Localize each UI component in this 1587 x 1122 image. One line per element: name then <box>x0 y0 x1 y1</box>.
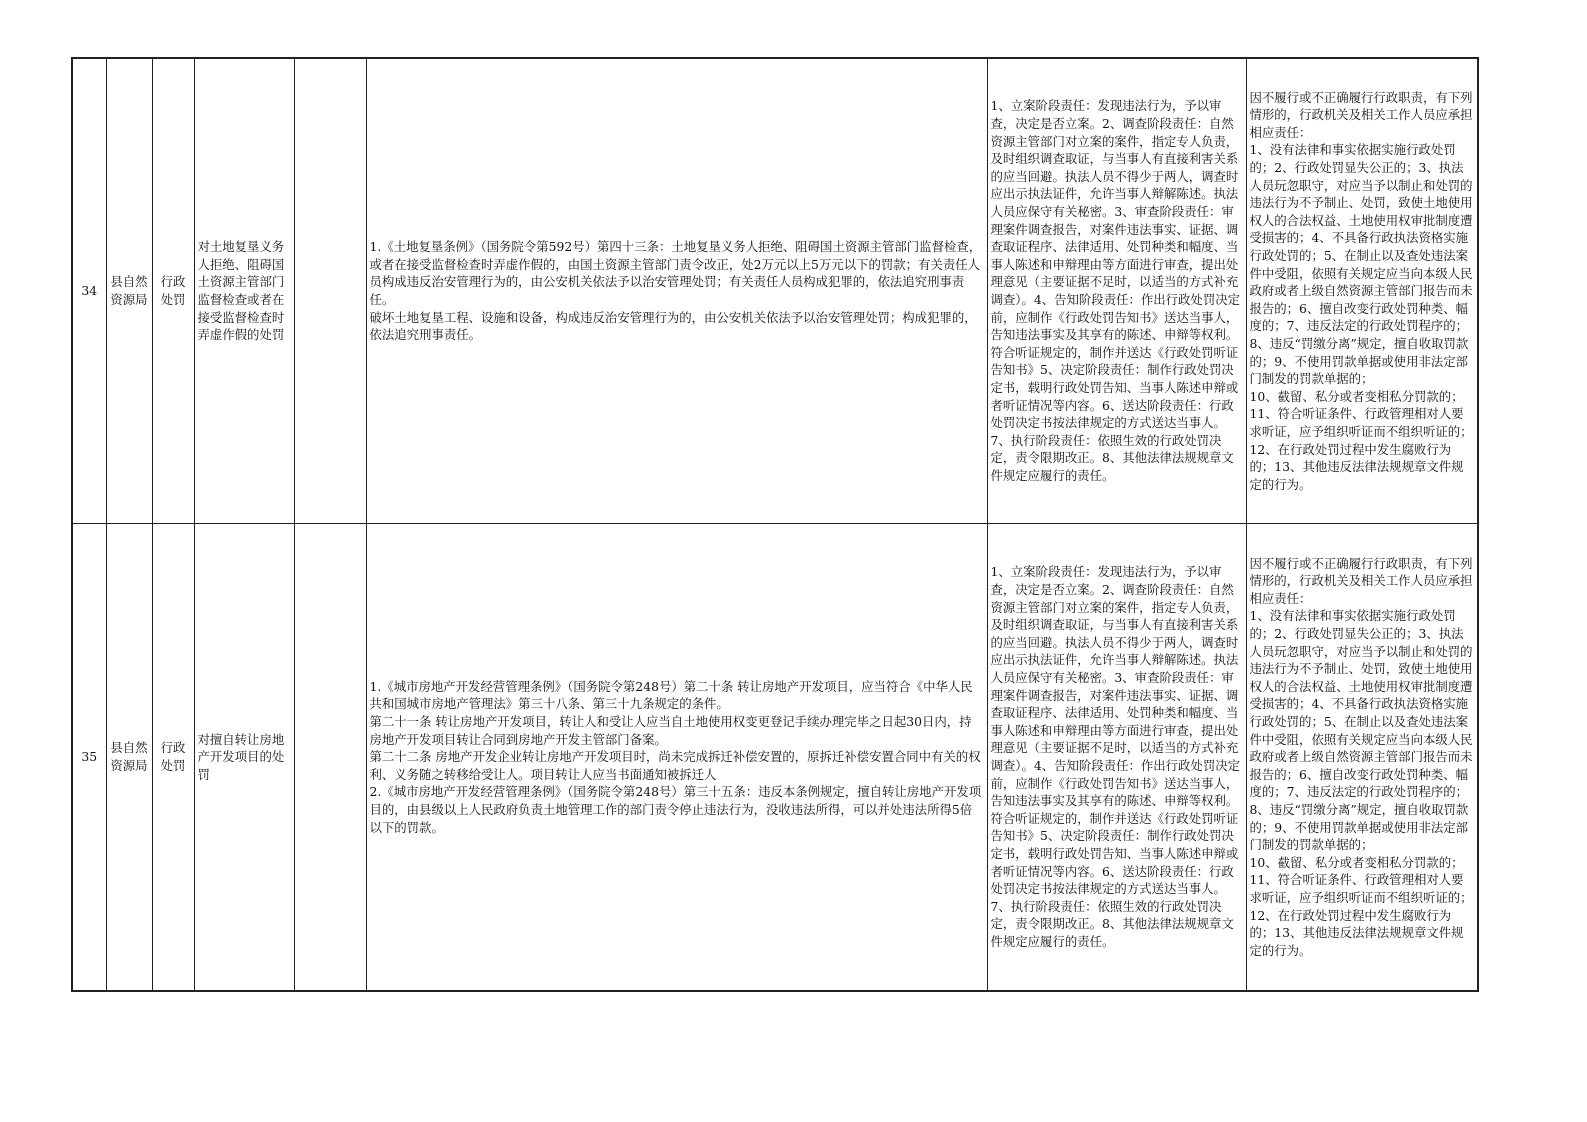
row-number: 35 <box>72 524 106 992</box>
sub-item-cell <box>294 524 366 992</box>
table-row <box>72 58 1478 524</box>
department-cell: 县自然资源局 <box>106 524 152 992</box>
responsibility-cell: 1、立案阶段责任：发现违法行为，予以审查，决定是否立案。2、调查阶段责任：自然资源主管部门对立案的案件，指定专人负责，及时组织调查取证，与当事人有直接利害关系的应当回避。执法人员不得少于两人，调查时应出示执法证件，允许当事人辩解陈述。执法人员应保守有关秘密。3、审查阶段责任：审理案件调查报告，对案件违法事实、证据、调查取证程序、法律适用、处罚种类和幅度、当事人陈述和申辩理由等方面进行审查，提出处理意见（主要证据不足时，以适当的方式补充调查）。4、告知阶段责任：作出行政处罚决定前，应制作《行政处罚告知书》送达当事人，告知违法事实及其享有的陈述、申辩等权利。符合听证规定的，制作并送达《行政处罚听证告知书》5、决定阶段责任：制作行政处罚决定书，载明行政处罚告知、当事人陈述申辩或者听证情况等内容。6、送达阶段责任：行政处罚决定书按法律规定的方式送达当事人。7、执行阶段责任：依照生效的行政处罚决定，责令限期改正。8、其他法律法规规章文件规定应履行的责任。 <box>987 58 1246 524</box>
item-name-cell: 对土地复垦义务人拒绝、阻碍国土资源主管部门监督检查或者在接受监督检查时弄虚作假的处罚 <box>194 58 294 524</box>
power-type-cell: 行政处罚 <box>152 524 194 992</box>
row-number: 34 <box>72 58 106 524</box>
table-row <box>72 524 1478 992</box>
item-name-cell: 对擅自转让房地产开发项目的处罚 <box>194 524 294 992</box>
power-list-table <box>71 57 1479 992</box>
accountability-cell: 因不履行或不正确履行行政职责，有下列情形的，行政机关及相关工作人员应承担相应责任： 1、没有法律和事实依据实施行政处罚的；2、行政处罚显失公正的；3、执法人员玩忽职守，对应当予以制止和处罚的违法行为不予制止、处罚，致使土地使用权人的合法权益、土地使用权审批制度遭受损害的；4、不具备行政执法资格实施行政处罚的；5、在制止以及查处违法案件中受阻，依照有关规定应当向本级人民政府或者上级自然资源主管部门报告而未报告的；6、擅自改变行政处罚种类、幅度的；7、违反法定的行政处罚程序的；8、违反“罚缴分离”规定，擅自收取罚款的；9、不使用罚款单据或使用非法定部门制发的罚款单据的； 10、截留、私分或者变相私分罚款的；11、符合听证条件、行政管理相对人要求听证，应予组织听证而不组织听证的；12、在行政处罚过程中发生腐败行为的；13、其他违反法律法规规章文件规定的行为。 <box>1246 524 1478 992</box>
responsibility-cell: 1、立案阶段责任：发现违法行为，予以审查，决定是否立案。2、调查阶段责任：自然资源主管部门对立案的案件，指定专人负责，及时组织调查取证，与当事人有直接利害关系的应当回避。执法人员不得少于两人，调查时应出示执法证件，允许当事人辩解陈述。执法人员应保守有关秘密。3、审查阶段责任：审理案件调查报告，对案件违法事实、证据、调查取证程序、法律适用、处罚种类和幅度、当事人陈述和申辩理由等方面进行审查，提出处理意见（主要证据不足时，以适当的方式补充调查）。4、告知阶段责任：作出行政处罚决定前，应制作《行政处罚告知书》送达当事人，告知违法事实及其享有的陈述、申辩等权利。符合听证规定的，制作并送达《行政处罚听证告知书》5、决定阶段责任：制作行政处罚决定书，载明行政处罚告知、当事人陈述申辩或者听证情况等内容。6、送达阶段责任：行政处罚决定书按法律规定的方式送达当事人。7、执行阶段责任：依照生效的行政处罚决定，责令限期改正。8、其他法律法规规章文件规定应履行的责任。 <box>987 524 1246 992</box>
legal-basis-cell: 1.《城市房地产开发经营管理条例》（国务院令第248号）第二十条 转让房地产开发项目，应当符合《中华人民共和国城市房地产管理法》第三十八条、第三十九条规定的条件。 第二十一条 转让房地产开发项目，转让人和受让人应当自土地使用权变更登记手续办理完毕之日起30日内，持房地产开发项目转让合同到房地产开发主管部门备案。 第二十二条 房地产开发企业转让房地产开发项目时，尚未完成拆迁补偿安置的，原拆迁补偿安置合同中有关的权利、义务随之转移给受让人。项目转让人应当书面通知被拆迁人 2.《城市房地产开发经营管理条例》（国务院令第248号）第三十五条：违反本条例规定，擅自转让房地产开发项目的，由县级以上人民政府负责土地管理工作的部门责令停止违法行为，没收违法所得，可以并处违法所得5倍以下的罚款。 <box>366 524 987 992</box>
power-type-cell: 行政处罚 <box>152 58 194 524</box>
accountability-cell: 因不履行或不正确履行行政职责，有下列情形的，行政机关及相关工作人员应承担相应责任： 1、没有法律和事实依据实施行政处罚的；2、行政处罚显失公正的；3、执法人员玩忽职守，对应当予以制止和处罚的违法行为不予制止、处罚，致使土地使用权人的合法权益、土地使用权审批制度遭受损害的；4、不具备行政执法资格实施行政处罚的；5、在制止以及查处违法案件中受阻，依照有关规定应当向本级人民政府或者上级自然资源主管部门报告而未报告的；6、擅自改变行政处罚种类、幅度的；7、违反法定的行政处罚程序的；8、违反“罚缴分离”规定，擅自收取罚款的；9、不使用罚款单据或使用非法定部门制发的罚款单据的； 10、截留、私分或者变相私分罚款的；11、符合听证条件、行政管理相对人要求听证，应予组织听证而不组织听证的；12、在行政处罚过程中发生腐败行为的；13、其他违反法律法规规章文件规定的行为。 <box>1246 58 1478 524</box>
department-cell: 县自然资源局 <box>106 58 152 524</box>
legal-basis-cell: 1.《土地复垦条例》（国务院令第592号）第四十三条：土地复垦义务人拒绝、阻碍国土资源主管部门监督检查，或者在接受监督检查时弄虚作假的，由国土资源主管部门责令改正，处2万元以上5万元以下的罚款；有关责任人员构成违反治安管理行为的，由公安机关依法予以治安管理处罚；有关责任人员构成犯罪的，依法追究刑事责任。 破坏土地复垦工程、设施和设备，构成违反治安管理行为的，由公安机关依法予以治安管理处罚；构成犯罪的，依法追究刑事责任。 <box>366 58 987 524</box>
sub-item-cell <box>294 58 366 524</box>
